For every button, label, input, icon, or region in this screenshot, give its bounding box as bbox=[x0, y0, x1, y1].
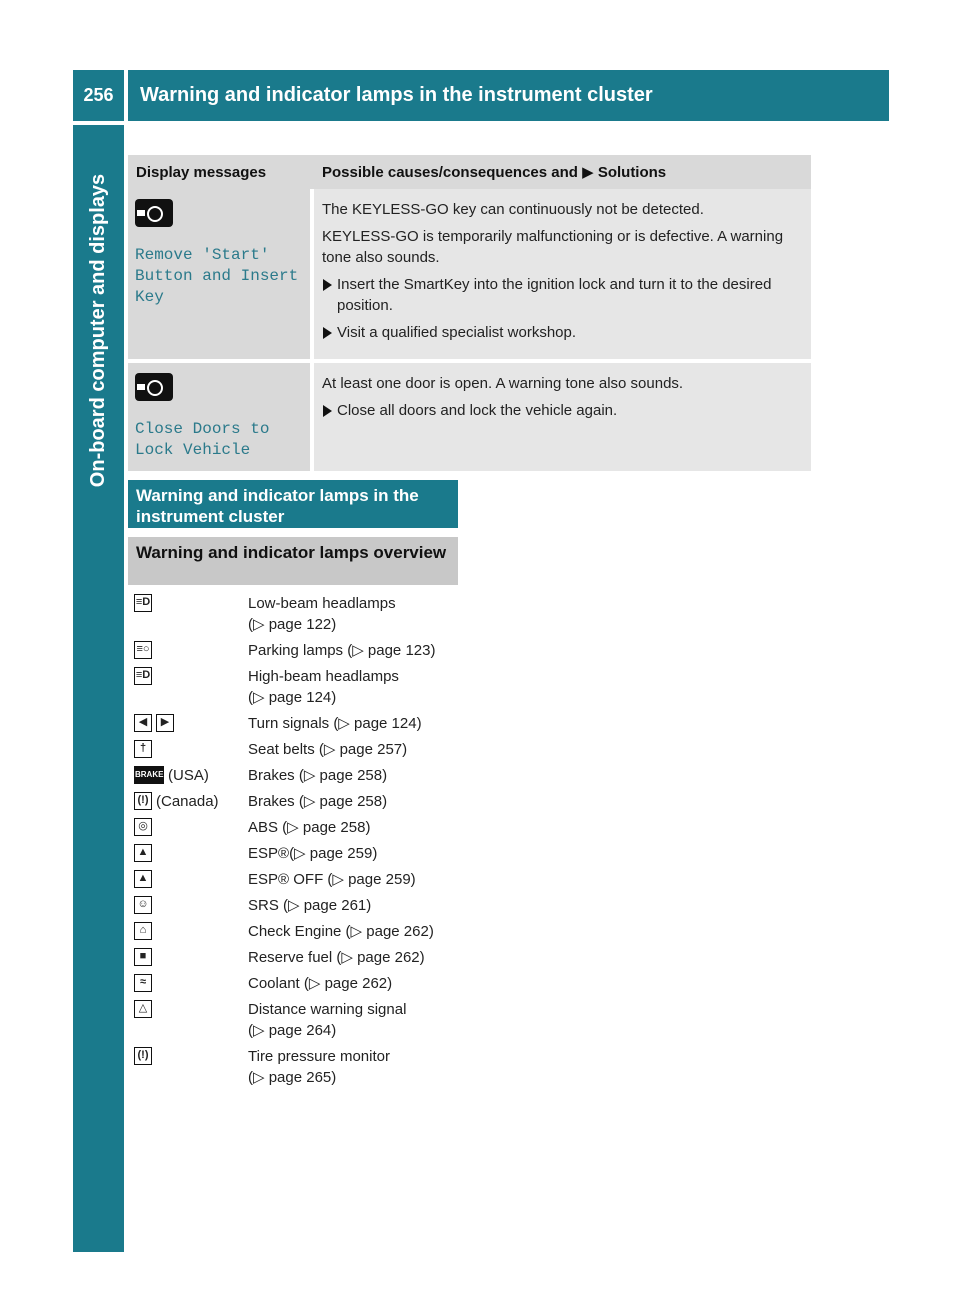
list-item bbox=[128, 947, 468, 968]
list-item bbox=[128, 791, 468, 812]
table-row bbox=[128, 189, 811, 363]
list-item bbox=[128, 640, 468, 661]
message-cell bbox=[128, 363, 314, 471]
page-header bbox=[73, 70, 889, 121]
col-header-display-messages: Display messages bbox=[128, 155, 314, 189]
reserve-fuel-icon: ■ bbox=[134, 948, 152, 966]
lamp-label: Seat belts (▷ page 257) bbox=[248, 741, 408, 758]
solution-step: Insert the SmartKey into the ignition lock and turn it to the desired position. bbox=[322, 274, 801, 316]
list-item bbox=[128, 973, 468, 994]
lamp-label: Turn signals (▷ page 124) bbox=[248, 715, 422, 732]
lamp-label: Reserve fuel (▷ page 262) bbox=[248, 949, 425, 966]
tire-pressure-icon: (!) bbox=[134, 1047, 152, 1065]
turn-signal-left-icon: ◀ bbox=[134, 714, 152, 732]
subsection-heading: Warning and indicator lamps overview bbox=[128, 537, 458, 585]
lamp-label: Low-beam headlamps bbox=[248, 595, 396, 612]
lamp-label: Tire pressure monitor bbox=[248, 1048, 390, 1065]
turn-signal-icon: ▶ bbox=[156, 714, 174, 732]
list-item bbox=[128, 713, 468, 734]
parking-lamps-icon: ≡○ bbox=[134, 641, 152, 659]
solution-cell bbox=[314, 363, 811, 471]
check-engine-icon: ⌂ bbox=[134, 922, 152, 940]
table-row bbox=[128, 363, 811, 471]
page-reference[interactable]: (▷ page 122) bbox=[248, 616, 337, 633]
solution-step: Close all doors and lock the vehicle again. bbox=[322, 400, 801, 421]
lamp-label: ESP®(▷ page 259) bbox=[248, 845, 378, 862]
lamp-label: Brakes (▷ page 258) bbox=[248, 793, 388, 810]
page-reference[interactable]: (▷ page 265) bbox=[248, 1069, 337, 1086]
lamp-label: Parking lamps (▷ page 123) bbox=[248, 642, 436, 659]
srs-icon: ☺ bbox=[134, 896, 152, 914]
solution-step: Visit a qualified specialist workshop. bbox=[322, 322, 801, 343]
display-message: Close Doors to Lock Vehicle bbox=[135, 420, 270, 459]
lamp-list bbox=[128, 593, 468, 1093]
esp-icon: ▲ bbox=[134, 844, 152, 862]
lamp-label: Coolant (▷ page 262) bbox=[248, 975, 393, 992]
col-header-solutions: Possible causes/consequences and ▶ Solutions bbox=[314, 155, 811, 189]
brake-icon: BRAKE bbox=[134, 766, 164, 784]
lamp-label: ESP® OFF (▷ page 259) bbox=[248, 871, 416, 888]
list-item bbox=[128, 765, 468, 786]
section-heading: Warning and indicator lamps in the instrument cluster bbox=[128, 480, 458, 528]
list-item bbox=[128, 999, 468, 1041]
low-beam-icon: ≡D bbox=[134, 594, 152, 612]
list-item bbox=[128, 921, 468, 942]
esp-off-icon: ▲ bbox=[134, 870, 152, 888]
abs-icon: ◎ bbox=[134, 818, 152, 836]
cause-text: At least one door is open. A warning tone also sounds. bbox=[322, 375, 684, 392]
list-item bbox=[128, 843, 468, 864]
lamp-label: SRS (▷ page 261) bbox=[248, 897, 372, 914]
side-tab bbox=[73, 125, 124, 535]
region-note: (USA) bbox=[168, 767, 209, 784]
page-title: Warning and indicator lamps in the instrument cluster bbox=[128, 70, 889, 121]
high-beam-icon: ≡D bbox=[134, 667, 152, 685]
display-message: Remove 'Start' Button and Insert Key bbox=[135, 246, 299, 306]
list-item bbox=[128, 869, 468, 890]
lamp-label: Brakes (▷ page 258) bbox=[248, 767, 388, 784]
solution-cell bbox=[314, 189, 811, 363]
region-note: (Canada) bbox=[156, 793, 219, 810]
message-cell bbox=[128, 189, 314, 363]
cause-text: The KEYLESS-GO key can continuously not be detected. bbox=[322, 201, 704, 218]
list-item bbox=[128, 666, 468, 708]
list-item bbox=[128, 739, 468, 760]
distance-warning-icon: △ bbox=[134, 1000, 152, 1018]
lamp-label: ABS (▷ page 258) bbox=[248, 819, 371, 836]
cause-text: KEYLESS-GO is temporarily malfunctioning or is defective. A warning tone also sounds. bbox=[322, 228, 784, 266]
brake-canada-icon: (!) bbox=[134, 792, 152, 810]
list-item bbox=[128, 817, 468, 838]
page-number: 256 bbox=[73, 70, 124, 121]
lamp-label: Distance warning signal bbox=[248, 1001, 407, 1018]
page-reference[interactable]: (▷ page 264) bbox=[248, 1022, 337, 1039]
coolant-icon: ≈ bbox=[134, 974, 152, 992]
key-icon bbox=[135, 199, 173, 227]
key-icon bbox=[135, 373, 173, 401]
lamp-label: High-beam headlamps bbox=[248, 668, 399, 685]
display-messages-table bbox=[128, 155, 811, 471]
list-item bbox=[128, 593, 468, 635]
page-reference[interactable]: (▷ page 124) bbox=[248, 689, 337, 706]
seat-belt-icon: † bbox=[134, 740, 152, 758]
lamp-label: Check Engine (▷ page 262) bbox=[248, 923, 434, 940]
list-item bbox=[128, 895, 468, 916]
table-header-row bbox=[128, 155, 811, 189]
list-item bbox=[128, 1046, 468, 1088]
side-tab-label: On-board computer and displays bbox=[87, 173, 110, 487]
